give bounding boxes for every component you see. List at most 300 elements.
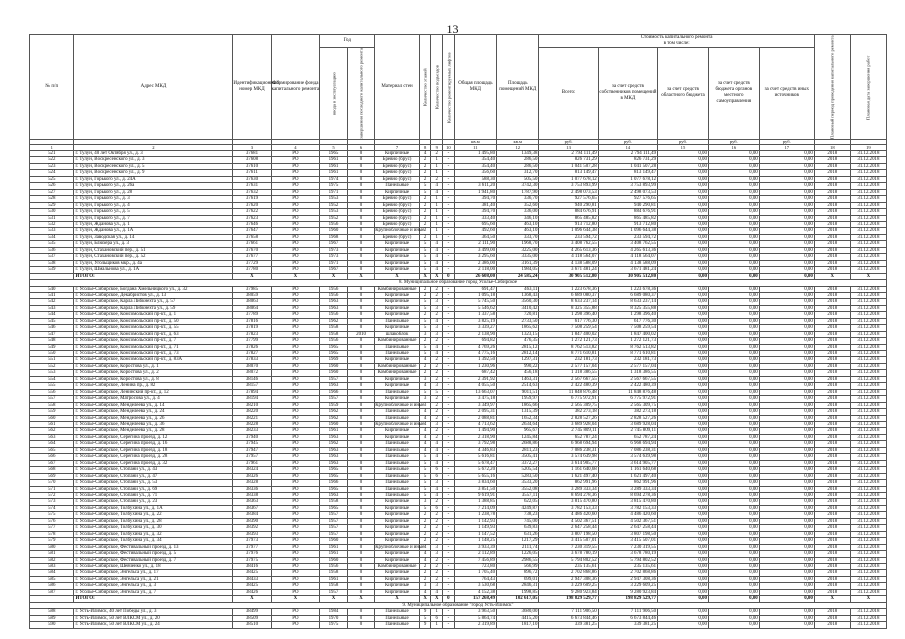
table-cell: 2 xyxy=(419,176,431,182)
table-cell: 0,00 xyxy=(759,292,814,298)
table-cell: 0,00 xyxy=(708,615,759,621)
table-cell: 0,00 xyxy=(708,576,759,582)
table-cell: 0 xyxy=(347,583,375,589)
table-cell: г. Усолье-Сибирское, Богдана Хмельницкого ул., д. 32 xyxy=(74,286,233,292)
table-cell: 2815,12 xyxy=(497,344,539,350)
table-cell: 31.12.2018 xyxy=(850,447,886,453)
table-cell: 5 xyxy=(419,299,431,305)
table-cell: г. Усолье-Сибирское, Энгельса ул., д. 7 xyxy=(74,589,233,595)
table-cell: 38416 xyxy=(233,563,271,569)
table-cell: 0,00 xyxy=(708,460,759,466)
table-cell: 3 xyxy=(431,551,443,557)
table-cell: - xyxy=(443,589,455,595)
table-cell: 0 xyxy=(347,473,375,479)
table-cell: - xyxy=(443,467,455,473)
table-cell: 102 617,05 xyxy=(497,596,539,602)
table-cell: 1963 xyxy=(320,454,348,460)
table-cell: 865 485,82 xyxy=(598,215,657,221)
table-cell: 339 381,25 xyxy=(598,622,657,628)
table-cell: 3 xyxy=(431,325,443,331)
table-cell: Панельные xyxy=(375,351,419,357)
table-cell: 2 567 667,55 xyxy=(598,376,657,382)
table-cell: 31.12.2018 xyxy=(850,454,886,460)
table-cell: 31.12.2018 xyxy=(850,589,886,595)
table-cell: - xyxy=(443,454,455,460)
table-cell: 4 xyxy=(431,260,443,266)
table-cell: 1953 xyxy=(320,196,348,202)
table-cell: 2 xyxy=(419,228,431,234)
table-cell: РО xyxy=(271,383,320,389)
table-cell: 31.12.2018 xyxy=(850,215,886,221)
table-cell: РО xyxy=(271,460,320,466)
table-cell: 0 xyxy=(347,486,375,492)
table-cell: РО xyxy=(271,351,320,357)
table-cell: 2018 xyxy=(814,247,850,253)
table-cell: 1 705,40 xyxy=(454,570,496,576)
table-cell: г. Тулун, Жданова ул., д. 1А xyxy=(74,228,233,234)
table-cell: 3 408 762,55 xyxy=(598,241,657,247)
table-cell: 530 xyxy=(30,209,74,215)
table-cell: 1968 xyxy=(320,234,348,240)
table-cell: 37823 xyxy=(233,331,271,337)
table-cell: 235 135,61 xyxy=(598,563,657,569)
table-cell: X xyxy=(419,596,431,602)
table-cell: 1963 xyxy=(320,447,348,453)
table-cell: 2634,64 xyxy=(497,422,539,428)
table-cell: - xyxy=(443,363,455,369)
table-cell: 8 633 237,14 xyxy=(539,299,598,305)
table-cell: РО xyxy=(271,196,320,202)
table-cell: - xyxy=(443,576,455,582)
table-cell: РО xyxy=(271,493,320,499)
table-cell: РО xyxy=(271,338,320,344)
table-cell: 2 391,92 xyxy=(454,376,496,382)
table-cell: 463,10 xyxy=(497,221,539,227)
table-cell: Кирпичные xyxy=(375,357,419,363)
table-cell: г. Усолье-Сибирское, Коростова ул., д. 2 xyxy=(74,370,233,376)
table-cell: 940 290,81 xyxy=(598,202,657,208)
table-cell: 31.12.2018 xyxy=(850,234,886,240)
table-cell: 2018 xyxy=(814,267,850,273)
table-cell: 0,00 xyxy=(708,202,759,208)
table-cell: - xyxy=(443,563,455,569)
table-cell: Панельные xyxy=(375,609,419,615)
table-cell: 2018 xyxy=(814,170,850,176)
table-cell: 31.12.2018 xyxy=(850,409,886,415)
table-cell: Бревно (брус) xyxy=(375,221,419,227)
table-cell: 1963 xyxy=(320,434,348,440)
table-cell: 813 149,47 xyxy=(598,170,657,176)
table-cell: 4 346,83 xyxy=(454,447,496,453)
table-cell: 0,00 xyxy=(759,273,814,279)
table-cell: 0,00 xyxy=(759,260,814,266)
table-cell: 580 xyxy=(30,544,74,550)
table-cell: 2811,23 xyxy=(497,447,539,453)
table-cell: 0,00 xyxy=(658,480,709,486)
table-cell: 2 745 809,11 xyxy=(598,428,657,434)
table-cell: 38228 xyxy=(233,422,271,428)
table-cell: 38384 xyxy=(233,512,271,518)
table-cell: 826 731,29 xyxy=(539,157,598,163)
table-cell: 336,00 xyxy=(497,209,539,215)
table-cell: 2 xyxy=(431,292,443,298)
table-cell: Панельные xyxy=(375,344,419,350)
table-cell: РО xyxy=(271,267,320,273)
table-cell: - xyxy=(443,228,455,234)
table-cell: РО xyxy=(271,563,320,569)
table-cell: 2846,31 xyxy=(497,583,539,589)
table-cell: РО xyxy=(271,286,320,292)
table-cell: 0 xyxy=(443,273,455,279)
table-cell: 4 xyxy=(419,383,431,389)
table-cell: 3742,30 xyxy=(497,183,539,189)
table-cell: 0,00 xyxy=(708,493,759,499)
table-cell: Панельные xyxy=(375,467,419,473)
table-cell: 31.12.2018 xyxy=(850,486,886,492)
table-cell: 2018 xyxy=(814,260,850,266)
table-cell: 547 xyxy=(30,331,74,337)
table-cell: г. Усолье-Сибирское, Энгельса ул., д. 21 xyxy=(74,576,233,582)
table-cell: 1974 xyxy=(320,176,348,182)
table-cell: 38210 xyxy=(233,402,271,408)
table-cell: 0,00 xyxy=(759,415,814,421)
table-cell: г. Усолье-Сибирское, Стопани ул., д. 43 xyxy=(74,467,233,473)
column-index: 19 xyxy=(850,144,886,150)
table-cell: 1961 xyxy=(320,157,348,163)
table-cell: 0,00 xyxy=(658,215,709,221)
table-cell: РО xyxy=(271,189,320,195)
table-cell: 720,81 xyxy=(497,312,539,318)
table-cell: г. Усолье-Сибирское, Коростова ул., д. 1 xyxy=(74,363,233,369)
table-cell: 544 xyxy=(30,312,74,318)
table-cell: 1960 xyxy=(320,422,348,428)
table-cell: 38390 xyxy=(233,518,271,524)
table-cell: 528 xyxy=(30,196,74,202)
table-cell: 0 xyxy=(347,286,375,292)
table-cell: 31.12.2018 xyxy=(850,260,886,266)
table-cell: 549 xyxy=(30,344,74,350)
table-cell: 2688,86 xyxy=(497,441,539,447)
table-cell: 5 xyxy=(431,389,443,395)
table-cell: Комбинированные xyxy=(375,370,419,376)
table-cell: 6 775 972,91 xyxy=(539,396,598,402)
table-cell: 339 381,25 xyxy=(539,622,598,628)
table-cell: 2 xyxy=(419,512,431,518)
table-cell: 1970 xyxy=(320,615,348,621)
table-cell: 233 594,72 xyxy=(539,234,598,240)
table-cell: 574 xyxy=(30,505,74,511)
table-cell: Панельные xyxy=(375,473,419,479)
table-cell: 7 111 906,50 xyxy=(539,609,598,615)
table-cell: 37985 xyxy=(233,286,271,292)
table-cell: г. Усолье-Сибирское, Фестивальный проезд, д. 7 xyxy=(74,557,233,563)
table-cell: 862 991,96 xyxy=(598,480,657,486)
table-cell: 2 xyxy=(431,538,443,544)
table-cell: 4 769,26 xyxy=(454,344,496,350)
table-cell: 0,00 xyxy=(658,583,709,589)
table-cell: 532 xyxy=(30,221,74,227)
table-cell: 2018 xyxy=(814,460,850,466)
table-cell: 2018 xyxy=(814,409,850,415)
table-cell: г. Усолье-Сибирское, Менделеева ул., д. 36 xyxy=(74,422,233,428)
column-index: 7 xyxy=(375,144,419,150)
table-cell: 2 828 527,26 xyxy=(598,415,657,421)
table-cell: 8 694 278,36 xyxy=(539,493,598,499)
table-cell: Кирпичные xyxy=(375,557,419,563)
col-area-total: Общая площадь МКД xyxy=(454,35,496,140)
table-cell: - xyxy=(443,338,455,344)
table-cell: 0,00 xyxy=(708,267,759,273)
table-cell: 31.12.2018 xyxy=(850,202,886,208)
table-cell: Комбинированные xyxy=(375,363,419,369)
table-cell: 5 794 802,52 xyxy=(539,557,598,563)
table-cell: 38393 xyxy=(233,531,271,537)
table-cell: 534 xyxy=(30,234,74,240)
table-cell: Кирпичные xyxy=(375,260,419,266)
table-cell: Бревно (брус) xyxy=(375,176,419,182)
table-cell: 1463,31 xyxy=(497,376,539,382)
table-cell: 3 782 153,33 xyxy=(598,505,657,511)
table-cell: 2018 xyxy=(814,305,850,311)
table-cell: 5 xyxy=(419,183,431,189)
table-cell: 37670 xyxy=(233,247,271,253)
table-cell: 6 968 694,94 xyxy=(598,441,657,447)
table-cell: 3505,41 xyxy=(497,454,539,460)
table-cell: 1962 xyxy=(320,415,348,421)
table-cell: 0,00 xyxy=(658,576,709,582)
table-cell: 2 xyxy=(419,312,431,318)
table-cell: 1957 xyxy=(320,512,348,518)
table-cell: 0,00 xyxy=(658,589,709,595)
section-title: 9. Муниципальное образование "город Усть-Илимск" xyxy=(30,602,887,608)
table-cell: 0,00 xyxy=(759,473,814,479)
column-index: 17 xyxy=(759,144,814,150)
table-cell: 1 041 507,28 xyxy=(598,163,657,169)
table-cell: 1963 xyxy=(320,493,348,499)
table-cell: 0 xyxy=(347,551,375,557)
table-cell: 0,00 xyxy=(759,383,814,389)
table-cell: Кирпичные xyxy=(375,570,419,576)
table-cell: РО xyxy=(271,473,320,479)
table-cell: 3552,08 xyxy=(497,486,539,492)
table-cell: 0,00 xyxy=(708,331,759,337)
table-cell: X xyxy=(850,273,886,279)
table-cell: 2 xyxy=(419,286,431,292)
table-cell: 524 xyxy=(30,170,74,176)
table-cell: 0,00 xyxy=(708,196,759,202)
table-cell: 1971 xyxy=(320,189,348,195)
table-cell: 0,00 xyxy=(759,163,814,169)
table-cell: 990,22 xyxy=(497,363,539,369)
table-cell: 2 xyxy=(419,202,431,208)
table-cell: 5 xyxy=(419,189,431,195)
table-cell: 2018 xyxy=(814,396,850,402)
table-cell: Бревно (брус) xyxy=(375,163,419,169)
table-cell: 382 273,18 xyxy=(539,409,598,415)
table-cell: 4 486 420,60 xyxy=(539,512,598,518)
table-cell: 0,00 xyxy=(658,331,709,337)
table-cell: 2018 xyxy=(814,589,850,595)
table-cell: 352,60 xyxy=(497,202,539,208)
table-cell: 0,00 xyxy=(759,467,814,473)
table-cell: г. Усолье-Сибирское, Ленинский пр-кт., д. 12 xyxy=(74,389,233,395)
table-cell: 38221 xyxy=(233,415,271,421)
table-cell: Кирпичные xyxy=(375,267,419,273)
table-cell: - xyxy=(443,609,455,615)
table-header xyxy=(30,35,887,151)
table-cell: г. Усолье-Сибирское, Серегина проезд, д. 32 xyxy=(74,460,233,466)
table-cell: 5 xyxy=(419,305,431,311)
table-cell: 2018 xyxy=(814,299,850,305)
table-cell: 5 xyxy=(419,467,431,473)
table-cell: 0 xyxy=(347,441,375,447)
table-cell: 0,00 xyxy=(759,183,814,189)
table-cell: 0,00 xyxy=(658,422,709,428)
table-cell: 0 xyxy=(347,228,375,234)
table-cell: Бревно (брус) xyxy=(375,170,419,176)
table-cell: 561 xyxy=(30,422,74,428)
table-cell: РО xyxy=(271,363,320,369)
table-cell: 0 xyxy=(347,505,375,511)
col-cost-group xyxy=(539,35,814,48)
table-cell: 927 576,65 xyxy=(598,196,657,202)
table-cell: РО xyxy=(271,170,320,176)
table-cell: г. Усолье-Сибирское, Серегина проезд, д. 12 xyxy=(74,434,233,440)
table-cell: 0,00 xyxy=(759,286,814,292)
table-cell: 492,60 xyxy=(454,228,496,234)
table-cell: 31.12.2018 xyxy=(850,609,886,615)
table-cell: 1960 xyxy=(320,363,348,369)
table-cell: 5 655,16 xyxy=(454,473,496,479)
table-cell: 0,00 xyxy=(708,363,759,369)
table-cell: 0 xyxy=(347,189,375,195)
column-index: 4 xyxy=(271,144,320,150)
table-cell: - xyxy=(443,428,455,434)
table-cell: 7 086 238,31 xyxy=(598,447,657,453)
table-cell: 1965 xyxy=(320,473,348,479)
table-cell: - xyxy=(443,196,455,202)
table-cell: 2018 xyxy=(814,292,850,298)
table-cell: РО xyxy=(271,389,320,395)
table-cell: 2018 xyxy=(814,525,850,531)
table-cell: 565 xyxy=(30,447,74,453)
table-cell: г. Усолье-Сибирское, Толбухина ул., д. 32 xyxy=(74,531,233,537)
table-cell: 2 xyxy=(431,557,443,563)
table-cell: 0,00 xyxy=(759,454,814,460)
table-cell: 1957 xyxy=(320,518,348,524)
table-cell: - xyxy=(443,351,455,357)
table-cell: 5 xyxy=(419,325,431,331)
table-cell: 346,10 xyxy=(497,215,539,221)
table-cell: 31.12.2018 xyxy=(850,383,886,389)
table-cell: 0,00 xyxy=(658,493,709,499)
table-cell: г. Усолье-Сибирское, Энгельса ул., д. 17 xyxy=(74,570,233,576)
table-cell: 13 663,07 xyxy=(454,389,496,395)
table-cell: 2 xyxy=(419,531,431,537)
table-cell: 31.12.2018 xyxy=(850,344,886,350)
table-cell: 0,00 xyxy=(708,215,759,221)
table-cell: 0,00 xyxy=(708,596,759,602)
table-cell: 2 947 308,36 xyxy=(539,576,598,582)
table-cell: 3 614 905,77 xyxy=(598,460,657,466)
table-cell: 0 xyxy=(347,557,375,563)
table-cell: 3 475,18 xyxy=(454,396,496,402)
table-cell: г. Усолье-Сибирское, Серегина проезд, д. 28 xyxy=(74,454,233,460)
table-cell: 37729 xyxy=(233,260,271,266)
table-cell: 1961 xyxy=(320,544,348,550)
table-cell: 312,70 xyxy=(497,170,539,176)
column-index: 16 xyxy=(708,144,759,150)
table-cell: 8 325 355,88 xyxy=(539,305,598,311)
table-cell: 2018 xyxy=(814,202,850,208)
table-cell: 2 xyxy=(419,292,431,298)
table-cell: 1 xyxy=(431,622,443,628)
table-cell: Панельные xyxy=(375,486,419,492)
table-cell: 2 xyxy=(419,215,431,221)
table-cell: 2 xyxy=(431,150,443,156)
table-cell: 1865,62 xyxy=(497,325,539,331)
table-cell: г. Усолье-Сибирское, Комсомольский пр-кт., д. 1 xyxy=(74,312,233,318)
table-cell: РО xyxy=(271,241,320,247)
table-cell: 0,00 xyxy=(658,389,709,395)
table-cell: 555 xyxy=(30,383,74,389)
table-cell: 0,00 xyxy=(658,383,709,389)
table-cell: 31.12.2018 xyxy=(850,312,886,318)
table-cell: 542 xyxy=(30,299,74,305)
table-cell: 5 xyxy=(419,318,431,324)
table-cell: 3335,00 xyxy=(497,254,539,260)
table-cell: 5 745,50 xyxy=(454,299,496,305)
table-cell: - xyxy=(443,531,455,537)
table-cell: 7 508 259,54 xyxy=(539,325,598,331)
table-cell: - xyxy=(443,357,455,363)
table-cell: РО xyxy=(271,538,320,544)
table-cell: 0,00 xyxy=(759,176,814,182)
table-cell: 1957 xyxy=(320,525,348,531)
table-cell: Кирпичные xyxy=(375,531,419,537)
table-cell: 31.12.2018 xyxy=(850,292,886,298)
col-cost-owners: за счет средств собственников помещений в МКД xyxy=(598,48,657,140)
table-cell: г. Тулун, Воскресенского ул., д. 3 xyxy=(74,157,233,163)
table-cell: 0,00 xyxy=(759,170,814,176)
table-cell: 5 xyxy=(419,473,431,479)
table-cell: 2018 xyxy=(814,518,850,524)
table-cell: 31.12.2018 xyxy=(850,357,886,363)
table-cell: 0,00 xyxy=(759,402,814,408)
table-cell: 2018 xyxy=(814,473,850,479)
table-cell: 30 905 512,80 xyxy=(598,273,657,279)
table-cell: 2 xyxy=(431,428,443,434)
table-cell: 4 xyxy=(431,318,443,324)
table-cell: 1 xyxy=(431,234,443,240)
table-cell: РО xyxy=(271,589,320,595)
table-cell: Панельные xyxy=(375,318,419,324)
table-cell: 37975 xyxy=(233,557,271,563)
table-cell: 38233 xyxy=(233,428,271,434)
table-cell: 0 xyxy=(347,357,375,363)
table-cell: 4 xyxy=(419,447,431,453)
col-cost-local: за счет средств бюджета органов местного самоуправления xyxy=(708,48,759,140)
table-cell: 0,00 xyxy=(759,221,814,227)
table-cell: 2018 xyxy=(814,331,850,337)
table-cell: 0 xyxy=(347,467,375,473)
table-cell: 0,00 xyxy=(708,312,759,318)
table-cell: - xyxy=(443,583,455,589)
table-cell: 30 905 512,80 xyxy=(539,273,598,279)
table-cell: 4415,20 xyxy=(497,615,539,621)
table-cell: 2018 xyxy=(814,228,850,234)
table-cell: 31.12.2018 xyxy=(850,505,886,511)
